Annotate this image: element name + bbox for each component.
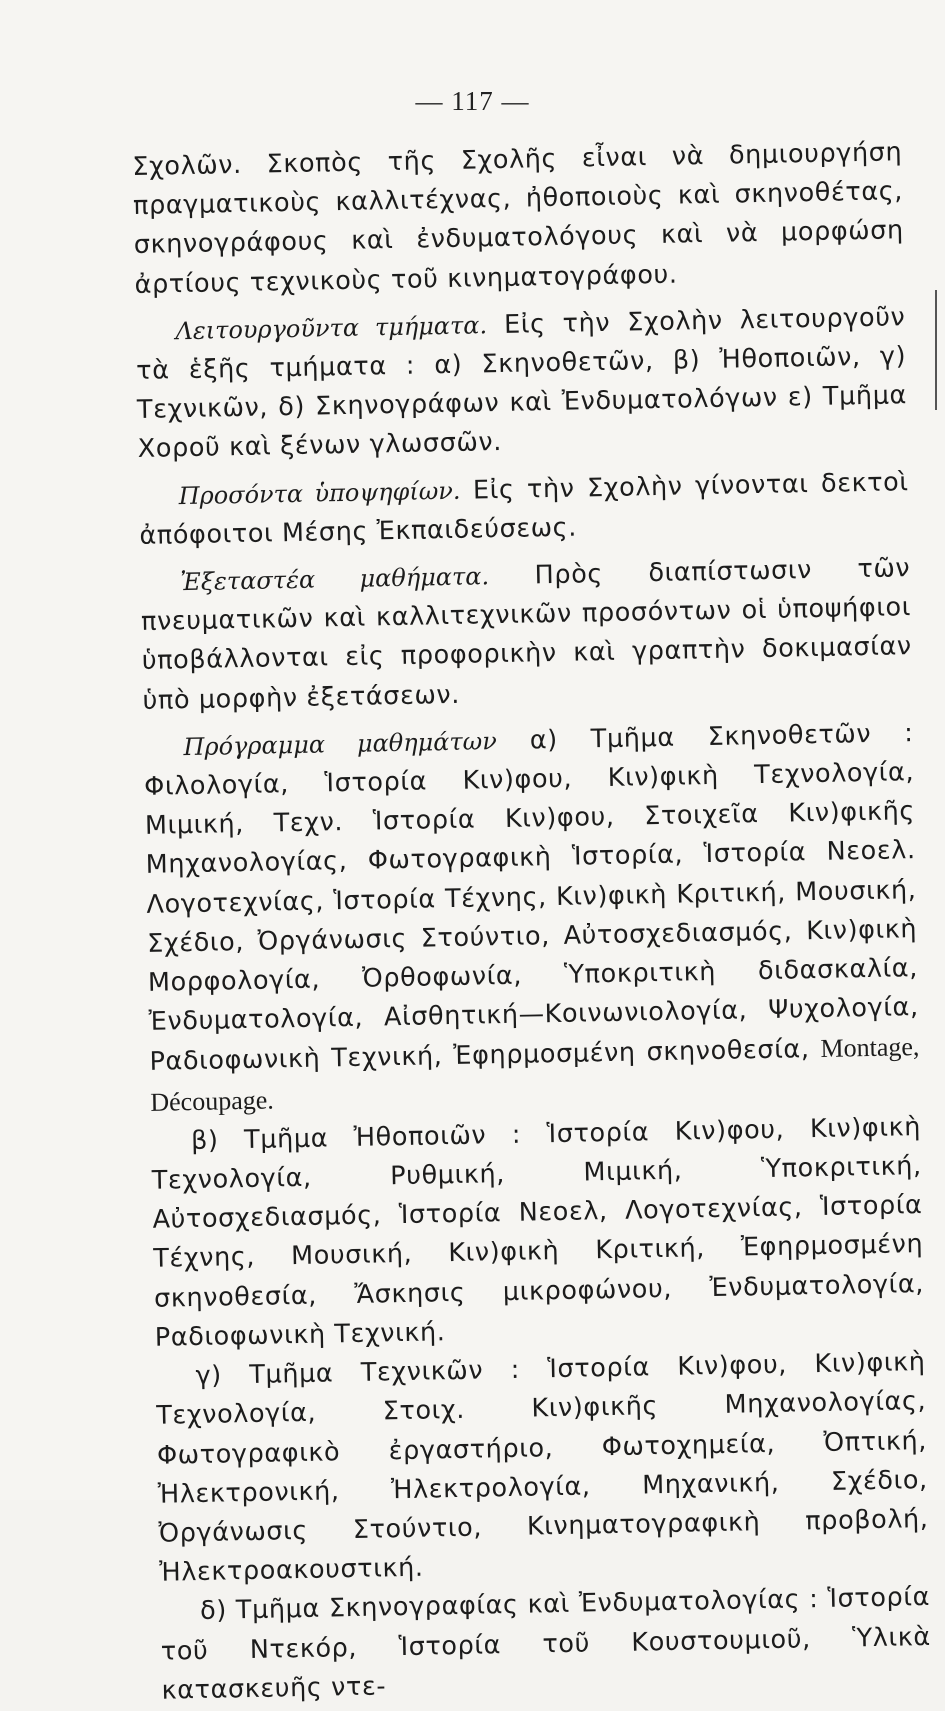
paragraph-latin-text: Montage, Découpage. [150,1032,920,1117]
paragraph-text: α) Τμῆμα Σκηνοθετῶν : Φιλολογία, Ἱστορία Κιν)φου, Κιν)φικὴ Τεχνολογία, Μιμική, Τεχν. Ἱστορία Κιν)φου, Στοιχεῖα Κιν)φικῆς Μηχανολογίας, Φωτογραφικὴ Ἱστορία, Ἱστορία Νεοελ. Λογοτεχνίας, Ἱστορία Τέχνης, Κιν)φικὴ Κριτική, Μουσική, Σχέδιο, Ὀργάνωσις Στούντιο, Αὐτοσχεδιασμός, Κιν)φικὴ Μορφολογία, Ὀρθοφωνία, Ὑποκριτικὴ διδασκαλία, Ἐνδυματολογία, Αἰσθητική—Κοινωνιολογία, Ψυχολογία, Ραδιοφωνικὴ Τεχνική, Ἐφηρμοσμένη σκηνοθεσία, [143,717,919,1078]
paragraph-text: Εἰς τὴν Σχολὴν γίνονται δεκτοὶ ἀπόφοιτοι Μέσης Ἐκπαιδεύσεως. [139,466,909,551]
paragraph-curriculum-technicians [155,1343,929,1593]
paragraph-text: Εἰς τὴν Σχολὴν λειτουργοῦν τὰ ἑξῆς τμήματα : α) Σκηνοθετῶν, β) Ἠθοποιῶν, γ) Τεχνικῶν, δ) Σκηνογράφων καὶ Ἐνδυματολόγων ε) Τμῆμα Χοροῦ καὶ ξένων γλωσσῶν. [135,301,908,465]
page-body [132,133,932,1710]
paragraph-text: β) Τμῆμα Ἠθοποιῶν : Ἱστορία Κιν)φου, Κιν)φικὴ Τεχνολογία, Ρυθμική, Μιμική, Ὑποκριτική, Αὐτοσχεδιασμός, Ἱστορία Νεοελ, Λογοτεχνίας, Ἱστορία Τέχνης, Μουσική, Κιν)φικὴ Κριτική, Ἐφηρμοσμένη σκηνοθεσία, Ἄσκησις μικροφώνου, Ἐνδυματολογία, Ραδιοφωνικὴ Τεχνική. [151,1111,925,1353]
paragraph-heading: Πρόγραμμα μαθημάτων [183,726,498,761]
page-number: — 117 — [415,86,530,116]
margin-mark [935,290,937,410]
paragraph-departments [135,298,908,470]
paragraph-heading: Προσόντα ὑποψηφίων. [178,476,461,510]
paragraph-intro [132,133,905,305]
paragraph-text: δ) Τμῆμα Σκηνογραφίας καὶ Ἐνδυματολογίας : Ἱστορία τοῦ Ντεκόρ, Ἱστορία τοῦ Κουστουμιοῦ, Ὑλικὰ κατασκευῆς ντε- [160,1582,932,1706]
paragraph-curriculum-scenography [160,1578,932,1710]
paragraph-heading: Λειτουργοῦντα τμήματα. [175,311,488,346]
paragraph-curriculum-actors [151,1108,925,1358]
paragraph-curriculum-directors [143,714,920,1123]
paragraph-qualifications [138,463,909,556]
paragraph-exams [140,549,913,721]
paragraph-heading: Ἐξεταστέα μαθήματα. [180,562,490,597]
paragraph-text: γ) Τμῆμα Τεχνικῶν : Ἱστορία Κιν)φου, Κιν)φικὴ Τεχνολογία, Στοιχ. Κιν)φικῆς Μηχανολογίας, Φωτογραφικὸ ἐργαστήριο, Φωτοχημεία, Ὀπτική, Ἠλεκτρονική, Ἠλεκτρολογία, Μηχανική, Σχέδιο, Ὀργάνωσις Στούντιο, Κινηματογραφικὴ προβολή, Ἠλεκτροακουστική. [156,1347,929,1588]
paragraph-text: Σχολῶν. Σκοπὸς τῆς Σχολῆς εἶναι νὰ δημιουργήση πραγματικοὺς καλλιτέχνας, ἠθοποιοὺς καὶ σκηνοθέτας, σκηνογράφους καὶ ἐνδυματολόγους καὶ νὰ μορφώση ἀρτίους τεχνικοὺς τοῦ κινηματογράφου. [132,137,905,300]
paragraph-text: Πρὸς διαπίστωσιν τῶν πνευματικῶν καὶ καλλιτεχνικῶν προσόντων οἱ ὑποψήφιοι ὑποβάλλονται εἰς προφορικὴν καὶ γραπτὴν δοκιμασίαν ὑπὸ μορφὴν ἐξετάσεων. [140,553,913,716]
